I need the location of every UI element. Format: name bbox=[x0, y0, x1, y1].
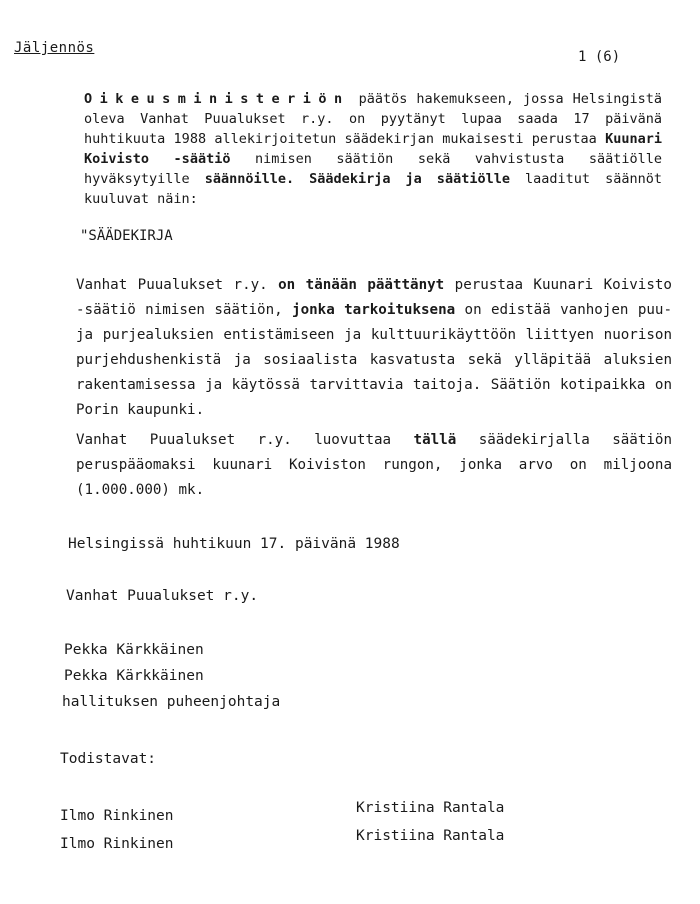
witness-1-signature: Ilmo Rinkinen bbox=[60, 808, 174, 824]
deed-p1-text-1: Vanhat Puualukset r.y. bbox=[76, 277, 279, 293]
signer-signature: Pekka Kärkkäinen bbox=[64, 642, 204, 658]
witnesses-label: Todistavat: bbox=[60, 751, 157, 767]
deed-p1-text-5: on edistää vanhojen puu- ja purjealuksien entistämiseen ja kulttuurikäyttöön liittyen nuorison purjehdushenkistä ja sosiaalista kasvatusta sekä ylläpitää aluksien rakentamisessa ja käytössä tarvittavia taitoja. Säätiön kotipaikka on Porin kaupunki. bbox=[76, 302, 673, 418]
deed-p1-text-4: jonka tarkoituksena bbox=[292, 302, 456, 318]
foundation-name: Kuunari Koivisto -säätiö bbox=[84, 131, 662, 167]
intro-text-5: laaditut säännöt kuuluvat näin: bbox=[84, 171, 662, 207]
signer-role: hallituksen puheenjohtaja bbox=[62, 694, 281, 710]
deed-p2-text-3: säädekirjalla säätiön peruspääomaksi kuunari Koiviston rungon, jonka arvo on miljoona (1.000.000) mk. bbox=[76, 432, 672, 498]
intro-text-2: on pyytänyt lupaa saada 17 päivänä huhtikuuta 1988 allekirjoitetun säädekirjan mukaisesti perustaa bbox=[84, 111, 662, 147]
intro-paragraph bbox=[84, 89, 662, 209]
copy-mark: Jäljennös bbox=[14, 40, 95, 56]
deed-title: "SÄÄDEKIRJA bbox=[80, 228, 173, 244]
deed-p1-text-3: perustaa Kuunari Koivisto -säätiö nimisen säätiön, bbox=[76, 277, 672, 318]
intro-text-4: säännöille. Säädekirja ja säätiölle bbox=[204, 171, 510, 187]
witness-1-name: Ilmo Rinkinen bbox=[60, 836, 174, 852]
deed-paragraph-2 bbox=[76, 428, 672, 503]
deed-p2-text-2: tällä bbox=[413, 432, 457, 448]
witness-2-name: Kristiina Rantala bbox=[356, 828, 505, 844]
applicant-name: Vanhat Puualukset r.y. bbox=[140, 111, 334, 127]
signer-name: Pekka Kärkkäinen bbox=[64, 668, 204, 684]
place-date: Helsingissä huhtikuun 17. päivänä 1988 bbox=[68, 536, 400, 552]
intro-text-1: päätös hakemukseen, jossa Helsingistä oleva bbox=[84, 91, 662, 127]
deed-p1-text-2: on tänään päättänyt bbox=[278, 277, 445, 293]
intro-text-3: nimisen säätiön sekä vahvistusta säätiölle hyväksytyille bbox=[84, 151, 662, 187]
deed-paragraph-1 bbox=[76, 273, 672, 423]
witness-2-signature: Kristiina Rantala bbox=[356, 800, 505, 816]
page-number: 1 (6) bbox=[578, 49, 621, 65]
deed-p2-text-1: Vanhat Puualukset r.y. luovuttaa bbox=[76, 432, 414, 448]
ministry-name: Oikeusministeriön bbox=[84, 91, 350, 107]
organization-name: Vanhat Puualukset r.y. bbox=[66, 588, 259, 604]
